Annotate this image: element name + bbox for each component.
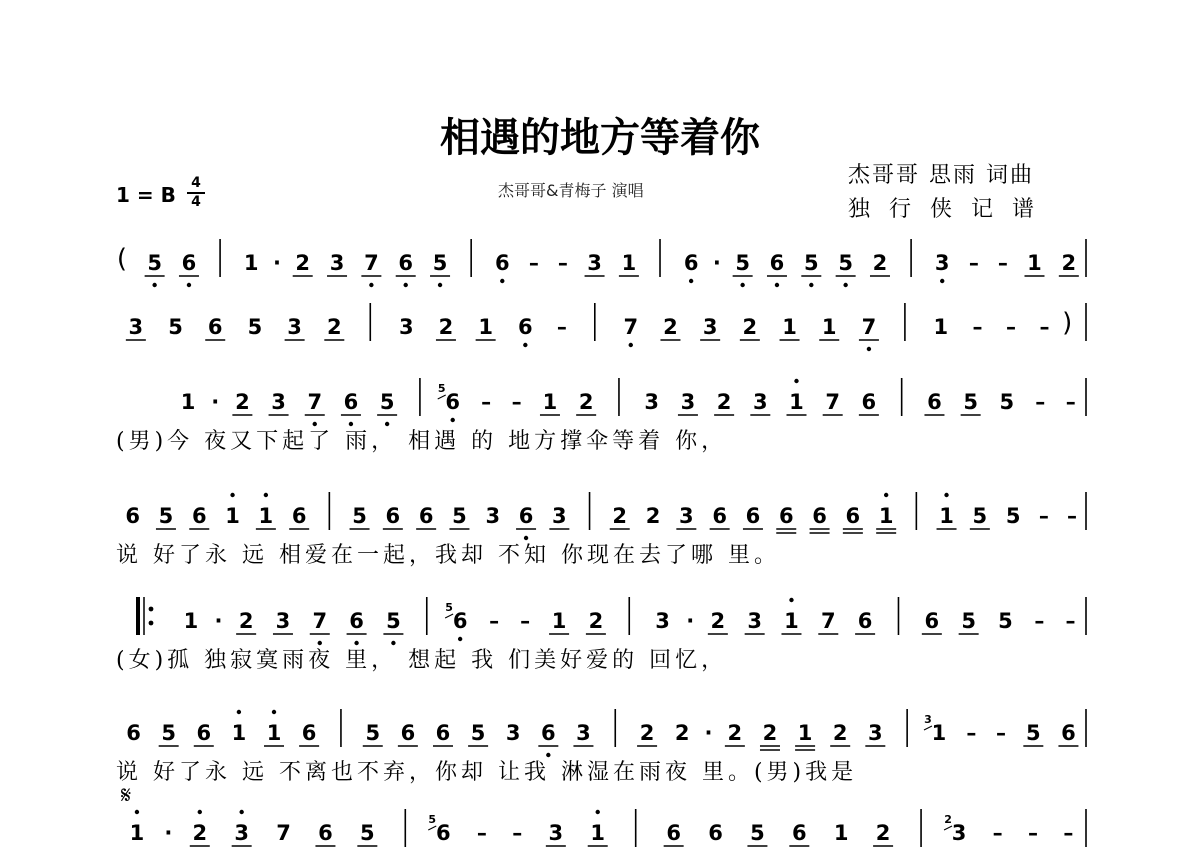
repeat-dot xyxy=(149,607,154,612)
augmentation-dot: · xyxy=(214,609,223,633)
note: 6 xyxy=(812,504,827,528)
note: 3 xyxy=(275,609,291,633)
segno-sign: 𝄋 xyxy=(120,781,132,809)
hold-dash: – xyxy=(1065,609,1076,633)
composer-credit: 杰哥哥 思雨 词曲 xyxy=(848,163,1034,188)
octave-low-dot xyxy=(391,641,395,645)
note: 1 xyxy=(266,721,282,745)
note: 1 xyxy=(878,504,894,528)
note: 5 xyxy=(386,609,401,633)
note: 6 xyxy=(191,504,207,528)
note: 5 xyxy=(838,251,853,275)
note: 6 xyxy=(769,251,785,275)
note: 6 xyxy=(857,609,873,633)
hold-dash: – xyxy=(1063,821,1074,845)
note: 6 xyxy=(398,251,414,275)
note: 6 xyxy=(318,821,333,845)
music-system xyxy=(116,492,1086,568)
octave-high-dot xyxy=(237,710,241,714)
music-system xyxy=(116,597,1086,673)
hold-dash: – xyxy=(966,721,977,745)
augmentation-dot: · xyxy=(704,721,713,745)
octave-low-dot xyxy=(740,283,744,287)
note: 7 xyxy=(276,821,291,845)
hold-dash: – xyxy=(1065,390,1076,414)
note: 3 xyxy=(644,390,660,414)
note: 3 xyxy=(587,251,602,275)
hold-dash: – xyxy=(528,251,539,275)
octave-high-dot xyxy=(264,493,268,497)
note: 5 xyxy=(972,504,988,528)
note: 3 xyxy=(287,315,302,339)
note: 5 xyxy=(247,315,263,339)
octave-low-dot xyxy=(546,753,550,757)
note: 7 xyxy=(364,251,379,275)
hold-dash: – xyxy=(995,721,1006,745)
grace-note: 5 xyxy=(428,813,437,826)
hold-dash: – xyxy=(997,251,1008,275)
hold-dash: – xyxy=(556,315,567,339)
note: 6 xyxy=(683,251,699,275)
note: 2 xyxy=(762,721,778,745)
octave-low-dot xyxy=(385,422,389,426)
note: 6 xyxy=(385,504,401,528)
note: 5 xyxy=(803,251,819,275)
note: 2 xyxy=(663,315,678,339)
augmentation-dot: · xyxy=(211,390,220,414)
note: 5 xyxy=(963,390,978,414)
note: 3 xyxy=(752,390,768,414)
note: 6 xyxy=(494,251,510,275)
hold-dash: – xyxy=(968,251,979,275)
note: 6 xyxy=(541,721,556,745)
octave-low-dot xyxy=(523,343,527,347)
note: 6 xyxy=(181,251,197,275)
note: 6 xyxy=(435,721,451,745)
note: 6 xyxy=(435,821,451,845)
note: 1 xyxy=(180,390,196,414)
note: 1 xyxy=(542,390,558,414)
note: 2 xyxy=(710,609,726,633)
octave-high-dot xyxy=(135,810,139,814)
octave-high-dot xyxy=(884,493,888,497)
note: 3 xyxy=(576,721,591,745)
note: 6 xyxy=(126,721,141,745)
grace-note: 5 xyxy=(437,382,446,395)
note: 5 xyxy=(750,821,765,845)
hold-dash: – xyxy=(481,390,492,414)
time-signature-beats: 4 xyxy=(191,175,201,191)
note: 3 xyxy=(679,504,694,528)
octave-high-dot xyxy=(198,810,202,814)
note: 6 xyxy=(778,504,794,528)
note: 1 xyxy=(833,821,849,845)
note: 6 xyxy=(445,390,461,414)
note: 1 xyxy=(1027,251,1042,275)
note: 6 xyxy=(400,721,416,745)
note: 7 xyxy=(820,609,836,633)
note: 1 xyxy=(231,721,247,745)
note: 3 xyxy=(548,821,564,845)
note: 6 xyxy=(1061,721,1076,745)
note: 5 xyxy=(452,504,467,528)
note: 1 xyxy=(931,721,947,745)
hold-dash: – xyxy=(992,821,1003,845)
repeat-dot xyxy=(149,621,154,626)
hold-dash: – xyxy=(1039,315,1050,339)
note: 5 xyxy=(168,315,183,339)
note: 2 xyxy=(716,390,732,414)
song-title: 相遇的地方等着你 xyxy=(440,114,760,161)
note: 1 xyxy=(129,821,145,845)
note: 6 xyxy=(792,821,807,845)
note: 2 xyxy=(1061,251,1077,275)
note: 6 xyxy=(343,390,359,414)
note: 7 xyxy=(861,315,877,339)
note: 5 xyxy=(360,821,375,845)
augmentation-dot: · xyxy=(712,251,721,275)
octave-low-dot xyxy=(318,641,322,645)
note: 5 xyxy=(998,609,1013,633)
note: 5 xyxy=(1005,504,1021,528)
music-system xyxy=(121,781,1086,847)
note: 3 xyxy=(747,609,762,633)
note: 3 xyxy=(552,504,567,528)
note: 6 xyxy=(301,721,317,745)
hold-dash: – xyxy=(1038,504,1049,528)
note: 2 xyxy=(578,390,594,414)
note: 3 xyxy=(505,721,521,745)
note: 5 xyxy=(432,251,448,275)
octave-low-dot xyxy=(843,283,847,287)
music-system xyxy=(116,709,1086,785)
note: 6 xyxy=(291,504,307,528)
note: 5 xyxy=(147,251,162,275)
octave-low-dot xyxy=(940,279,944,283)
octave-low-dot xyxy=(689,279,693,283)
octave-low-dot xyxy=(809,283,813,287)
note: 1 xyxy=(258,504,274,528)
phrase-paren: ( xyxy=(116,244,128,274)
lyrics-line: 说 好了永 远 相爱在一起，我却 不知 你现在去了哪 里。 xyxy=(116,543,780,568)
octave-high-dot xyxy=(789,598,793,602)
note: 2 xyxy=(612,504,628,528)
note: 5 xyxy=(365,721,381,745)
hold-dash: – xyxy=(476,821,487,845)
note: 5 xyxy=(1026,721,1041,745)
octave-high-dot xyxy=(272,710,276,714)
grace-note: 5 xyxy=(445,601,453,614)
note: 1 xyxy=(789,390,804,414)
note: 3 xyxy=(702,315,718,339)
augmentation-dot: · xyxy=(272,251,281,275)
note: 5 xyxy=(379,390,395,414)
note: 1 xyxy=(478,315,493,339)
note: 2 xyxy=(872,251,888,275)
note: 3 xyxy=(655,609,670,633)
note: 2 xyxy=(875,821,891,845)
octave-low-dot xyxy=(354,641,358,645)
note: 5 xyxy=(158,504,174,528)
octave-low-dot xyxy=(451,418,455,422)
octave-high-dot xyxy=(239,810,243,814)
note: 1 xyxy=(621,251,637,275)
note: 6 xyxy=(518,504,534,528)
note: 2 xyxy=(832,721,848,745)
octave-low-dot xyxy=(458,637,462,641)
lyrics-line: (女)孤 独寂寞雨夜 里， 想起 我 们美好爱的 回忆， xyxy=(116,648,728,673)
hold-dash: – xyxy=(1034,609,1045,633)
note: 6 xyxy=(418,504,434,528)
octave-low-dot xyxy=(187,283,191,287)
hold-dash: – xyxy=(1035,390,1046,414)
note: 3 xyxy=(329,251,345,275)
note: 6 xyxy=(349,609,364,633)
octave-low-dot xyxy=(349,422,353,426)
note: 1 xyxy=(782,315,797,339)
note: 6 xyxy=(666,821,681,845)
note: 1 xyxy=(939,504,954,528)
note: 5 xyxy=(735,251,750,275)
note: 5 xyxy=(161,721,176,745)
music-system xyxy=(116,378,1086,454)
note: 3 xyxy=(271,390,286,414)
note: 1 xyxy=(551,609,567,633)
time-signature-unit: 4 xyxy=(191,194,201,210)
octave-high-dot xyxy=(794,379,798,383)
note: 6 xyxy=(745,504,761,528)
note: 3 xyxy=(485,504,501,528)
octave-high-dot xyxy=(596,810,600,814)
hold-dash: – xyxy=(511,390,522,414)
note: 5 xyxy=(999,390,1015,414)
note: 7 xyxy=(825,390,840,414)
note: 6 xyxy=(518,315,533,339)
octave-low-dot xyxy=(438,283,442,287)
note: 7 xyxy=(623,315,639,339)
note: 5 xyxy=(470,721,486,745)
hold-dash: – xyxy=(489,609,500,633)
hold-dash: – xyxy=(972,315,983,339)
note: 1 xyxy=(933,315,949,339)
note: 5 xyxy=(352,504,367,528)
octave-low-dot xyxy=(313,422,317,426)
note: 1 xyxy=(797,721,813,745)
lyrics-line: 说 好了永 远 不离也不弃，你却 让我 淋湿在雨夜 里。(男)我是 xyxy=(116,760,858,785)
octave-high-dot xyxy=(944,493,948,497)
music-system xyxy=(117,239,1086,287)
octave-low-dot xyxy=(524,536,528,540)
note: 2 xyxy=(238,609,254,633)
hold-dash: – xyxy=(1027,821,1038,845)
note: 1 xyxy=(784,609,799,633)
grace-note: 2 xyxy=(944,813,952,826)
note: 6 xyxy=(708,821,723,845)
octave-low-dot xyxy=(152,283,156,287)
augmentation-dot: · xyxy=(686,609,695,633)
octave-low-dot xyxy=(369,283,373,287)
singers-credit: 杰哥哥&青梅子 演唱 xyxy=(498,181,644,200)
note: 3 xyxy=(680,390,696,414)
octave-low-dot xyxy=(404,283,408,287)
octave-low-dot xyxy=(500,279,504,283)
note: 6 xyxy=(452,609,468,633)
note: 3 xyxy=(951,821,967,845)
note: 2 xyxy=(588,609,604,633)
note: 3 xyxy=(868,721,883,745)
octave-low-dot xyxy=(629,343,633,347)
note: 3 xyxy=(934,251,950,275)
octave-low-dot xyxy=(775,283,779,287)
hold-dash: – xyxy=(1066,504,1077,528)
octave-high-dot xyxy=(230,493,234,497)
note: 2 xyxy=(639,721,655,745)
hold-dash: – xyxy=(1005,315,1016,339)
augmentation-dot: · xyxy=(164,821,173,845)
note: 1 xyxy=(183,609,199,633)
note: 6 xyxy=(924,609,940,633)
note: 6 xyxy=(845,504,861,528)
transcriber-credit: 独 行 侠 记 谱 xyxy=(848,197,1040,222)
note: 2 xyxy=(326,315,342,339)
note: 6 xyxy=(196,721,212,745)
octave-low-dot xyxy=(867,347,871,351)
phrase-paren: ) xyxy=(1062,308,1073,338)
hold-dash: – xyxy=(512,821,523,845)
note: 3 xyxy=(234,821,249,845)
note: 3 xyxy=(398,315,414,339)
note: 2 xyxy=(192,821,208,845)
note: 2 xyxy=(438,315,454,339)
key-signature: 1 = B xyxy=(116,183,176,207)
note: 6 xyxy=(861,390,877,414)
note: 6 xyxy=(712,504,727,528)
note: 7 xyxy=(307,390,323,414)
note: 5 xyxy=(961,609,976,633)
grace-note: 3 xyxy=(924,713,932,726)
note: 1 xyxy=(590,821,606,845)
hold-dash: – xyxy=(520,609,531,633)
note: 1 xyxy=(243,251,259,275)
note: 2 xyxy=(235,390,250,414)
hold-dash: – xyxy=(557,251,568,275)
note: 6 xyxy=(927,390,942,414)
note: 3 xyxy=(128,315,144,339)
note: 2 xyxy=(674,721,690,745)
music-system xyxy=(126,303,1086,351)
lyrics-line: (男)今 夜又下起了 雨， 相遇 的 地方撑伞等着 你， xyxy=(116,429,728,454)
note: 6 xyxy=(207,315,223,339)
note: 2 xyxy=(742,315,758,339)
note: 2 xyxy=(727,721,743,745)
note: 2 xyxy=(645,504,661,528)
note: 7 xyxy=(312,609,328,633)
note: 6 xyxy=(125,504,140,528)
note: 1 xyxy=(821,315,837,339)
note: 1 xyxy=(225,504,240,528)
note: 2 xyxy=(295,251,311,275)
